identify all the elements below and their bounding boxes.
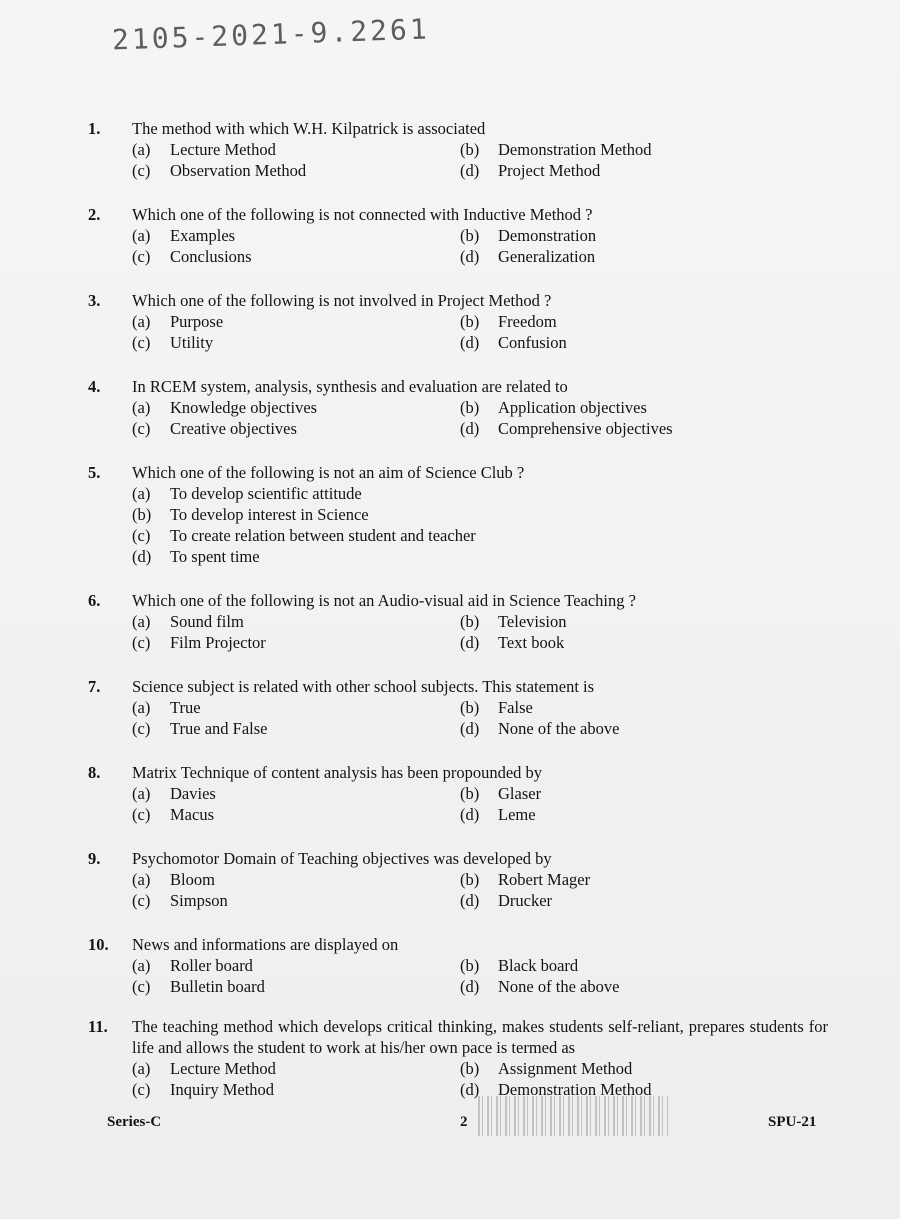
question-text: Science subject is related with other school subjects. This statement is	[132, 677, 595, 696]
question-2	[88, 204, 828, 267]
option-a: (a) Davies	[132, 784, 216, 803]
option-d: (d) None of the above	[460, 977, 620, 996]
option-d: (d) Drucker	[460, 891, 553, 910]
question-4	[88, 376, 828, 439]
series-label: Series-C	[107, 1114, 162, 1130]
option-b: (b) Assignment Method	[460, 1059, 633, 1078]
option-c: (c) Simpson	[132, 891, 228, 910]
option-d: (d) Demonstration Method	[460, 1080, 652, 1099]
question-7	[88, 676, 828, 739]
option-a: (a) Sound film	[132, 612, 244, 631]
option-a: (a) True	[132, 698, 201, 717]
option-b: (b) Demonstration Method	[460, 140, 652, 159]
option-c: (c) Bulletin board	[132, 977, 265, 996]
question-text: Which one of the following is not involved in Project Method ?	[132, 291, 552, 310]
question-10	[88, 934, 828, 997]
question-text: Which one of the following is not an Audio-visual aid in Science Teaching ?	[132, 591, 636, 610]
option-c: (c) Inquiry Method	[132, 1080, 275, 1099]
question-number: 3.	[88, 291, 101, 310]
option-a: (a) Purpose	[132, 312, 224, 331]
question-number: 1.	[88, 119, 101, 138]
option-c: (c) Conclusions	[132, 247, 252, 266]
option-c: (c) True and False	[132, 719, 268, 738]
option-c: (c) Creative objectives	[132, 419, 297, 438]
option-a: (a) Lecture Method	[132, 1059, 276, 1078]
question-number: 10.	[88, 935, 109, 954]
option-d: (d) To spent time	[132, 547, 260, 566]
option-b: (b) Freedom	[460, 312, 557, 331]
question-number: 4.	[88, 377, 101, 396]
option-b: (b) Glaser	[460, 784, 542, 803]
paper-code: SPU-21	[768, 1114, 817, 1130]
question-text: Which one of the following is not an aim of Science Club ?	[132, 463, 525, 482]
option-c: (c) Macus	[132, 805, 214, 824]
question-8	[88, 762, 828, 825]
option-b: (b) False	[460, 698, 533, 717]
option-b: (b) Application objectives	[460, 398, 647, 417]
option-c: (c) Utility	[132, 333, 214, 352]
option-a: (a) Bloom	[132, 870, 215, 889]
question-text: In RCEM system, analysis, synthesis and evaluation are related to	[132, 377, 568, 396]
option-c: (c) Observation Method	[132, 161, 307, 180]
option-d: (d) Generalization	[460, 247, 596, 266]
question-6	[88, 590, 828, 653]
page-number: 2	[460, 1114, 468, 1130]
option-d: (d) Text book	[460, 633, 565, 652]
option-c: (c) Film Projector	[132, 633, 266, 652]
question-3	[88, 290, 828, 353]
question-number: 2.	[88, 205, 101, 224]
option-c: (c) To create relation between student and teacher	[132, 526, 476, 545]
bleed-through-barcode	[478, 1096, 668, 1136]
option-d: (d) Leme	[460, 805, 536, 824]
question-9	[88, 848, 828, 911]
question-number: 9.	[88, 849, 101, 868]
question-text: Which one of the following is not connected with Inductive Method ?	[132, 205, 593, 224]
option-b: (b) Demonstration	[460, 226, 597, 245]
question-text: Matrix Technique of content analysis has been propounded by	[132, 763, 543, 782]
question-number: 8.	[88, 763, 101, 782]
handwritten-note: 2105-2021-9.2261	[111, 12, 431, 57]
question-1	[88, 118, 828, 181]
question-11	[88, 1016, 828, 1100]
question-text: News and informations are displayed on	[132, 935, 399, 954]
option-b: (b) Robert Mager	[460, 870, 591, 889]
question-number: 11.	[88, 1017, 108, 1036]
question-text: The method with which W.H. Kilpatrick is associated	[132, 119, 486, 138]
option-b: (b) To develop interest in Science	[132, 505, 369, 524]
option-a: (a) Lecture Method	[132, 140, 276, 159]
question-number: 6.	[88, 591, 101, 610]
option-b: (b) Black board	[460, 956, 579, 975]
option-d: (d) Comprehensive objectives	[460, 419, 673, 438]
option-a: (a) Knowledge objectives	[132, 398, 318, 417]
option-d: (d) None of the above	[460, 719, 620, 738]
question-text: The teaching method which develops critical thinking, makes students self-reliant, prepares students for life and allows the student to work at his/her own pace is termed as	[132, 1017, 828, 1057]
option-b: (b) Television	[460, 612, 567, 631]
question-5	[88, 462, 828, 567]
option-a: (a) To develop scientific attitude	[132, 484, 362, 503]
option-a: (a) Roller board	[132, 956, 253, 975]
question-number: 7.	[88, 677, 101, 696]
option-d: (d) Project Method	[460, 161, 601, 180]
question-number: 5.	[88, 463, 101, 482]
question-text: Psychomotor Domain of Teaching objectives was developed by	[132, 849, 552, 868]
option-a: (a) Examples	[132, 226, 236, 245]
option-d: (d) Confusion	[460, 333, 567, 352]
